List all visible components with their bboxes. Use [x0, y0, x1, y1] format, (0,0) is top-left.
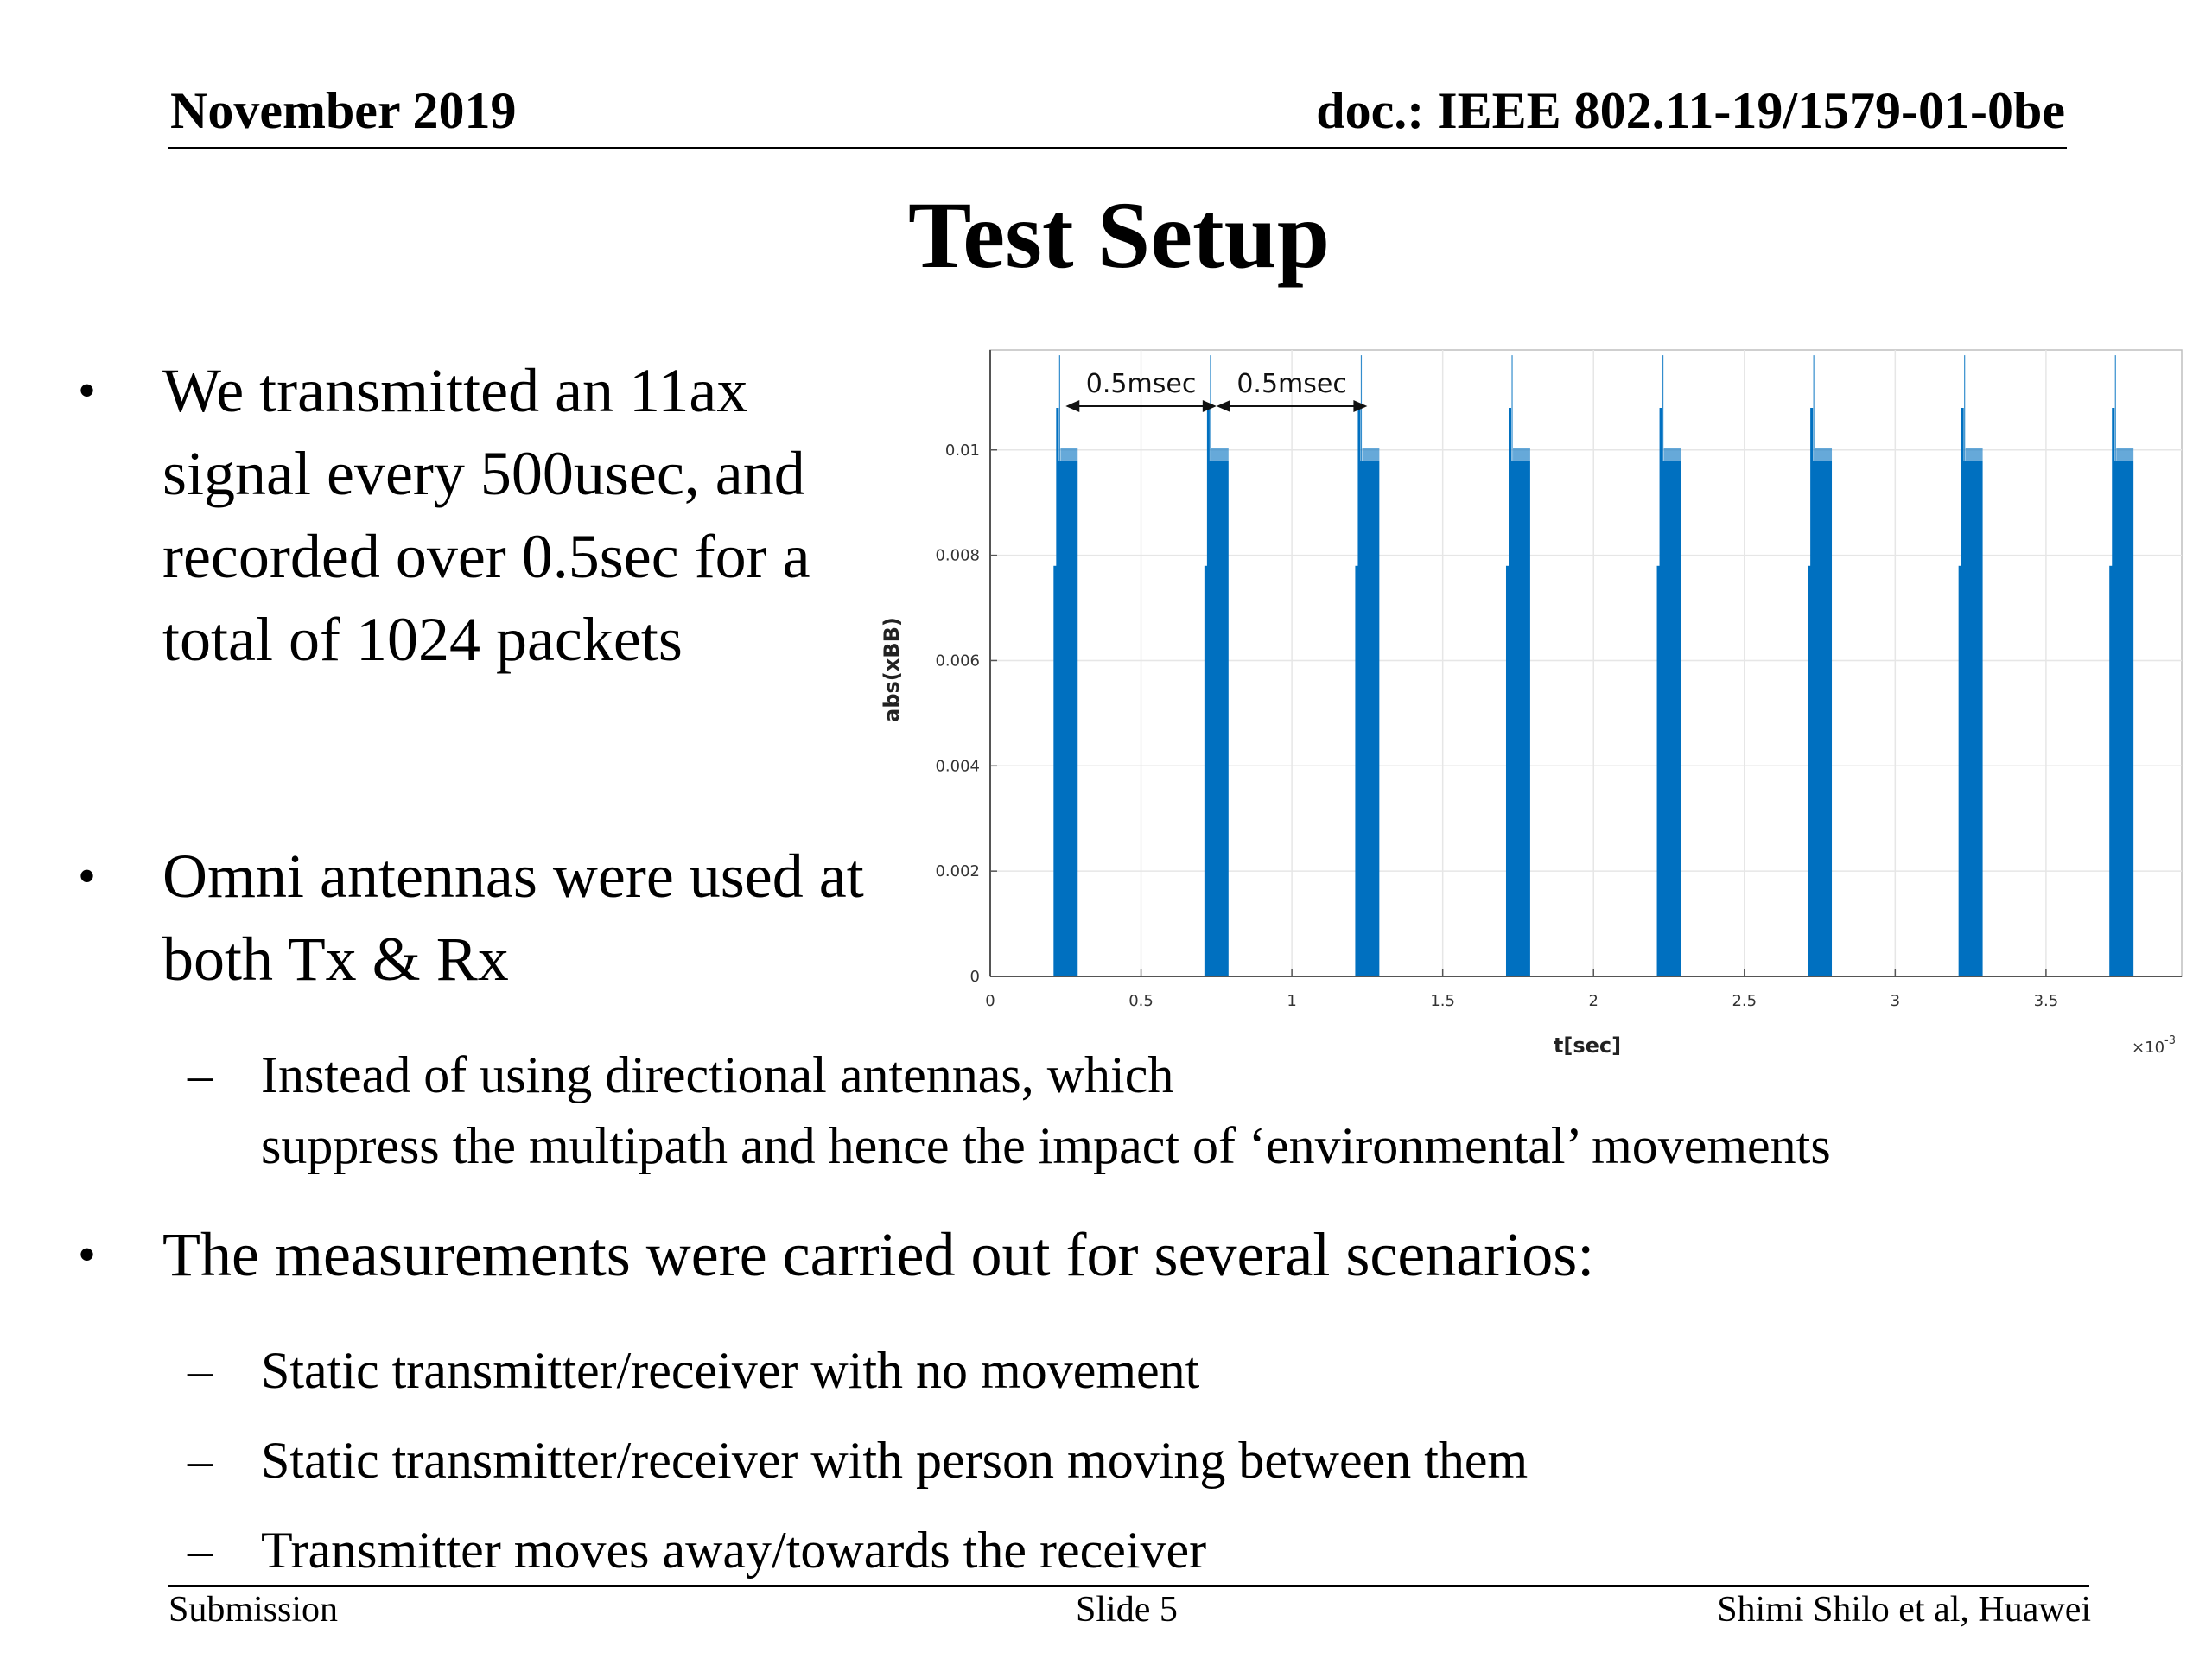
y-tick-label: 0.006 [935, 652, 980, 671]
x-tick-label: 3.5 [2033, 992, 2059, 1010]
packet-band [1966, 448, 1983, 461]
packet-body [1358, 461, 1379, 976]
footer-slide-number: Slide 5 [1076, 1590, 1178, 1630]
packet-band [1060, 448, 1077, 461]
signal-chart [873, 337, 2195, 1071]
packet-body [1962, 461, 1983, 976]
bullet-marker: • [78, 1226, 97, 1283]
bullet-marker: • [78, 848, 97, 905]
interval-label: 0.5msec [1085, 369, 1197, 399]
sub-bullet-marker: – [188, 1522, 213, 1578]
sub-bullet-marker: – [188, 1342, 213, 1398]
bullet-text: We transmitted an 11ax signal every 500usec, and recorded over 0.5sec for a total of 1024 packets [162, 356, 810, 674]
bullet-text: The measurements were carried out for several scenarios: [162, 1220, 1595, 1289]
interval-annotation [1217, 369, 1368, 412]
slide-title: Test Setup [907, 182, 1331, 288]
x-axis-exponent [2132, 1034, 2176, 1057]
sub-bullet-text: Instead of using directional antennas, which [261, 1046, 1174, 1103]
packet-band [1664, 448, 1681, 461]
packet-body [1510, 461, 1530, 976]
x-axis-label: t[sec] [1553, 1033, 1622, 1058]
packet-body [2113, 461, 2133, 976]
x-tick-label: 0 [985, 992, 995, 1010]
footer-rule [168, 1585, 2089, 1587]
sub-bullet-text: suppress the multipath and hence the impact of ‘environmental’ movements [261, 1117, 1831, 1174]
interval-label: 0.5msec [1236, 369, 1347, 399]
packet-body [1208, 461, 1229, 976]
sub-bullet-text: Static transmitter/receiver with person moving between them [261, 1432, 1529, 1489]
y-axis-label: abs(xBB) [880, 617, 904, 722]
signal-chart-svg [873, 337, 2195, 1071]
chart-grid [990, 350, 2182, 976]
interval-annotation [1065, 369, 1217, 412]
bullet-marker: • [78, 362, 97, 419]
packet-band [1211, 448, 1229, 461]
packet-band [2116, 448, 2133, 461]
header-rule [168, 147, 2067, 149]
plot-area [990, 350, 2182, 976]
x-tick-label: 1 [1287, 992, 1297, 1010]
sub-bullet-marker: – [188, 1046, 213, 1103]
x-tick-label: 1.5 [1430, 992, 1455, 1010]
footer-left: Submission [168, 1590, 339, 1630]
y-tick-label: 0.004 [935, 757, 980, 776]
packet-body [1811, 461, 1832, 976]
x-tick-label: 3 [1890, 992, 1901, 1010]
x-axis-exponent-base: ×10 [2132, 1039, 2165, 1057]
footer-author: Shimi Shilo et al, Huawei [1717, 1590, 2091, 1630]
y-tick-label: 0.002 [935, 862, 980, 881]
y-tick-label: 0.008 [935, 546, 980, 565]
bullet-text: Omni antennas were used at both Tx & Rx [162, 842, 864, 994]
x-tick-label: 0.5 [1128, 992, 1154, 1010]
packet-band [1362, 448, 1379, 461]
packet-body [1661, 461, 1681, 976]
x-axis-exponent-power: -3 [2164, 1034, 2176, 1047]
packet-band [1513, 448, 1530, 461]
packet-body [1057, 461, 1077, 976]
header-doc-id: doc.: IEEE 802.11-19/1579-01-0be [1316, 82, 2065, 139]
sub-bullet-text: Transmitter moves away/towards the receiver [261, 1522, 1207, 1579]
header-date: November 2019 [170, 82, 517, 139]
y-tick-label: 0 [969, 968, 980, 986]
packet-band [1815, 448, 1832, 461]
sub-bullet-marker: – [188, 1432, 213, 1488]
y-tick-label: 0.01 [944, 441, 980, 460]
x-tick-label: 2.5 [1732, 992, 1758, 1010]
x-tick-label: 2 [1588, 992, 1599, 1010]
sub-bullet-text: Static transmitter/receiver with no movement [261, 1342, 1200, 1399]
